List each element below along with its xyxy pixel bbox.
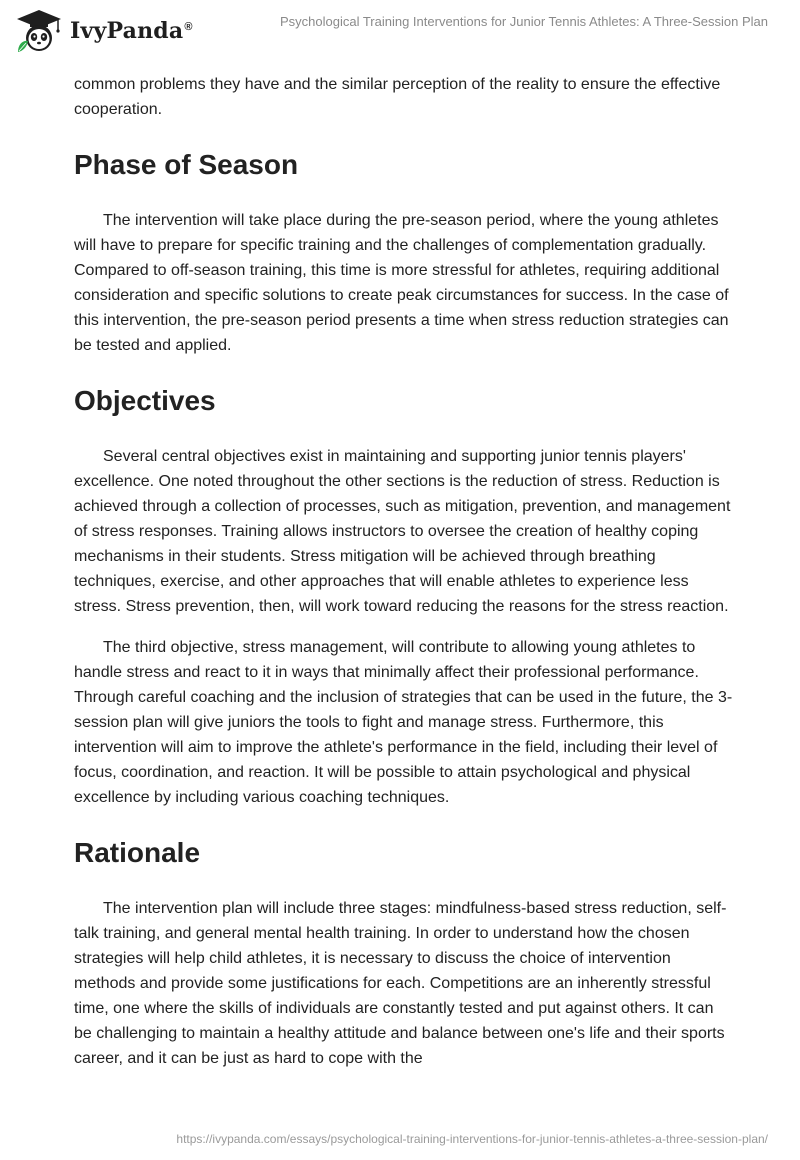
paragraph: common problems they have and the similar perception of the reality to ensure the effective cooperation.: [74, 76, 721, 118]
paragraph: The third objective, stress management, will contribute to allowing young athletes to handle stress and react to it in ways that minimally affect their professional performance. Through careful coaching and the inclusion of strategies that can be used in the future, the 3-session plan will give juniors the tools to fight and manage stress. Furthermore, this intervention will aim to improve the athlete's performance in the field, including their level of focus, coordination, and reaction. It will be possible to attain psychological and physical excellence by including various coaching techniques.: [74, 639, 733, 806]
paragraph: Several central objectives exist in maintaining and supporting junior tennis players' excellence. One noted throughout the other sections is the reduction of stress. Reduction is achieved through a collection of processes, such as mitigation, prevention, and management of stress responses. Training allows instructors to oversee the creation of healthy coping mechanisms in their students. Stress mitigation will be achieved through breathing techniques, exercise, and other approaches that will enable athletes to experience less stress. Stress prevention, then, will work toward reducing the reasons for the stress reaction.: [74, 448, 731, 615]
section-heading-phase-of-season: Phase of Season: [74, 149, 299, 180]
article-body: [74, 72, 734, 1071]
brand-name: IvyPanda®: [70, 18, 193, 44]
panda-graduate-icon: [14, 8, 64, 54]
section-heading-objectives: Objectives: [74, 385, 216, 416]
document-title: Psychological Training Interventions for Junior Tennis Athletes: A Three-Session Plan: [279, 14, 768, 29]
paragraph: The intervention plan will include three stages: mindfulness-based stress reduction, self-talk training, and general mental health training. In order to understand how the chosen strategies will help child athletes, it is necessary to discuss the choice of intervention methods and provide some justifications for each. Competitions are an inherently stressful time, one where the skills of individuals are constantly tested and put against others. It can be challenging to maintain a healthy attitude and balance between one's life and their sports career, and it can be just as hard to cope with the: [74, 900, 727, 1067]
brand-logo[interactable]: [14, 8, 193, 54]
paragraph: The intervention will take place during the pre-season period, where the young athletes will have to prepare for specific training and the challenges of complementation gradually. Compared to off-season training, this time is more stressful for athletes, requiring additional consideration and specific solutions to create peak circumstances for success. In the case of this intervention, the pre-season period presents a time when stress reduction strategies can be tested and applied.: [74, 212, 729, 354]
section-heading-rationale: Rationale: [74, 837, 201, 868]
page-header: [0, 0, 800, 70]
source-url[interactable]: https://ivypanda.com/essays/psychological-training-interventions-for-junior-tennis-athletes-a-three-session-plan/: [176, 1132, 768, 1146]
